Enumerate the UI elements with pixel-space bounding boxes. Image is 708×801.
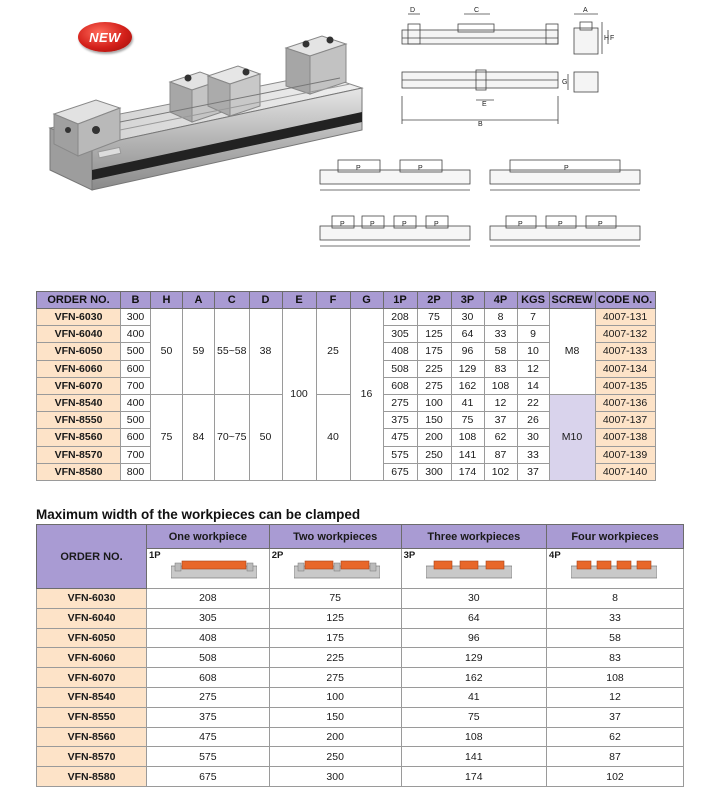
cell-two: 275 [269,668,401,688]
cell-kgs: 9 [517,326,549,343]
dim-b-label: B [478,121,483,128]
order-no: VFN-6040 [37,326,121,343]
cell-2p: 250 [417,446,451,463]
cell-one: 408 [147,628,270,648]
pic-label-4p: 4P [549,550,561,561]
cell-b: 300 [121,309,151,326]
cell-kgs: 37 [517,463,549,480]
cell-2p: 300 [417,463,451,480]
cell-one: 375 [147,707,270,727]
order-no: VFN-8540 [37,687,147,707]
order-no: VFN-8570 [37,747,147,767]
cell-4p: 33 [484,326,517,343]
cell-4p: 37 [484,412,517,429]
table-row [37,668,684,688]
cell-one: 608 [147,668,270,688]
order-no: VFN-6070 [37,377,121,394]
table-row [37,608,684,628]
pic-label-3p: 3P [403,550,416,561]
cell-3p: 64 [451,326,484,343]
col-order: ORDER NO. [37,292,121,309]
col-c: C [215,292,250,309]
cell-4p: 58 [484,343,517,360]
cell-b: 400 [121,394,151,411]
dim-a-label: A [583,7,588,14]
cell-one: 508 [147,648,270,668]
cell-3p: 108 [451,429,484,446]
pic-label-2p: 2P [271,550,284,561]
cell-kgs: 30 [517,429,549,446]
cell-two: 175 [269,628,401,648]
cell-b: 400 [121,326,151,343]
p-label-10: P [598,221,603,228]
cell-f: 25 [316,309,350,395]
cell-2p: 100 [417,394,451,411]
order-no: VFN-8580 [37,767,147,787]
clamp-table-header [37,525,684,549]
cell-a: 84 [183,394,215,480]
cell-three: 129 [401,648,546,668]
cell-g: 16 [350,309,383,481]
col-4p: 4P [484,292,517,309]
col-f: F [316,292,350,309]
cell-kgs: 14 [517,377,549,394]
cell-code: 4007-133 [595,343,655,360]
cell-3p: 30 [451,309,484,326]
table-row [37,687,684,707]
cell-a: 59 [183,309,215,395]
order-no: VFN-6030 [37,589,147,609]
cell-4p: 102 [484,463,517,480]
spec-table [36,291,656,481]
col-2p: 2P [417,292,451,309]
pic-4p [547,549,684,589]
col-order-no: ORDER NO. [37,525,147,589]
cell-4p: 8 [484,309,517,326]
cell-f: 40 [316,394,350,480]
order-no: VFN-8550 [37,412,121,429]
cell-kgs: 22 [517,394,549,411]
cell-3p: 141 [451,446,484,463]
cell-kgs: 12 [517,360,549,377]
order-no: VFN-6040 [37,608,147,628]
cell-b: 600 [121,360,151,377]
table-row [37,628,684,648]
product-header [0,0,708,282]
cell-2p: 225 [417,360,451,377]
dim-d-label: D [410,7,416,14]
cell-code: 4007-138 [595,429,655,446]
p-label-8: P [518,221,523,228]
two-workpieces-icon [294,558,380,580]
cell-d: 50 [249,394,282,480]
cell-screw: M10 [549,394,595,480]
cell-1p: 305 [383,326,417,343]
cell-three: 30 [401,589,546,609]
cell-4p: 87 [484,446,517,463]
cell-2p: 275 [417,377,451,394]
cell-two: 100 [269,687,401,707]
cell-three: 75 [401,707,546,727]
order-no: VFN-6070 [37,668,147,688]
cell-one: 475 [147,727,270,747]
clamp-width-table [36,524,684,787]
table-row [37,707,684,727]
dim-f-label: F [610,35,615,42]
cell-four: 62 [547,727,684,747]
col-1p: 1P [383,292,417,309]
cell-four: 108 [547,668,684,688]
cell-screw: M8 [549,309,595,395]
order-no: VFN-8540 [37,394,121,411]
cell-two: 225 [269,648,401,668]
table-row [37,309,656,326]
cell-code: 4007-131 [595,309,655,326]
cell-one: 275 [147,687,270,707]
cell-3p: 129 [451,360,484,377]
cell-1p: 508 [383,360,417,377]
col-3p: 3P [451,292,484,309]
one-workpiece-icon [171,558,257,580]
order-no: VFN-6060 [37,648,147,668]
p-label-2: P [418,165,423,172]
cell-1p: 375 [383,412,417,429]
cell-2p: 175 [417,343,451,360]
cell-1p: 275 [383,394,417,411]
cell-code: 4007-140 [595,463,655,480]
table-row [37,767,684,787]
cell-b: 600 [121,429,151,446]
cell-1p: 675 [383,463,417,480]
cell-4p: 83 [484,360,517,377]
cell-3p: 75 [451,412,484,429]
col-d: D [249,292,282,309]
cell-four: 8 [547,589,684,609]
cell-three: 162 [401,668,546,688]
pic-2p [269,549,401,589]
col-screw: SCREW [549,292,595,309]
cell-4p: 62 [484,429,517,446]
cell-2p: 200 [417,429,451,446]
cell-one: 675 [147,767,270,787]
cell-1p: 408 [383,343,417,360]
cell-2p: 125 [417,326,451,343]
p-label-5: P [370,221,375,228]
cell-code: 4007-136 [595,394,655,411]
col-four-workpieces: Four workpieces [547,525,684,549]
p-label-9: P [558,221,563,228]
cell-b: 800 [121,463,151,480]
order-no: VFN-6030 [37,309,121,326]
cell-two: 200 [269,727,401,747]
cell-2p: 150 [417,412,451,429]
cell-b: 500 [121,343,151,360]
dim-h-label: H [604,35,610,42]
cell-one: 575 [147,747,270,767]
order-no: VFN-8560 [37,429,121,446]
cell-two: 125 [269,608,401,628]
cell-3p: 162 [451,377,484,394]
new-badge: NEW [78,22,132,52]
order-no: VFN-6050 [37,628,147,648]
cell-3p: 41 [451,394,484,411]
cell-four: 33 [547,608,684,628]
cell-code: 4007-139 [595,446,655,463]
cell-d: 38 [249,309,282,395]
order-no: VFN-8560 [37,727,147,747]
table-row [37,648,684,668]
cell-kgs: 7 [517,309,549,326]
cell-three: 41 [401,687,546,707]
table-row [37,727,684,747]
cell-code: 4007-137 [595,412,655,429]
col-h: H [151,292,183,309]
cell-e: 100 [282,309,316,481]
cell-1p: 475 [383,429,417,446]
cell-code: 4007-134 [595,360,655,377]
p-label-4: P [340,221,345,228]
cell-three: 174 [401,767,546,787]
technical-drawings [310,0,708,260]
order-no: VFN-8570 [37,446,121,463]
spec-table-header [37,292,656,309]
col-e: E [282,292,316,309]
p-label-3: P [564,165,569,172]
cell-four: 12 [547,687,684,707]
cell-code: 4007-132 [595,326,655,343]
col-g: G [350,292,383,309]
p-label-1: P [356,165,361,172]
section-title: Maximum width of the workpieces can be clamped [36,507,361,522]
cell-four: 83 [547,648,684,668]
three-workpieces-icon [426,558,512,580]
dim-e-label: E [482,101,487,108]
cell-kgs: 26 [517,412,549,429]
table-row [37,747,684,767]
cell-c: 70~75 [215,394,250,480]
cell-b: 500 [121,412,151,429]
cell-2p: 75 [417,309,451,326]
order-no: VFN-6060 [37,360,121,377]
four-workpieces-icon [571,558,657,580]
cell-4p: 12 [484,394,517,411]
dim-c-label: C [474,7,480,14]
cell-three: 96 [401,628,546,648]
cell-four: 58 [547,628,684,648]
cell-one: 208 [147,589,270,609]
col-three-workpieces: Three workpieces [401,525,546,549]
cell-kgs: 33 [517,446,549,463]
table-row [37,589,684,609]
cell-1p: 608 [383,377,417,394]
pic-3p [401,549,546,589]
cell-3p: 96 [451,343,484,360]
col-b: B [121,292,151,309]
cell-1p: 575 [383,446,417,463]
p-label-7: P [434,221,439,228]
cell-4p: 108 [484,377,517,394]
order-no: VFN-6050 [37,343,121,360]
col-a: A [183,292,215,309]
order-no: VFN-8580 [37,463,121,480]
cell-three: 141 [401,747,546,767]
cell-3p: 174 [451,463,484,480]
col-code: CODE NO. [595,292,655,309]
p-label-6: P [402,221,407,228]
order-no: VFN-8550 [37,707,147,727]
pic-1p [147,549,270,589]
cell-kgs: 10 [517,343,549,360]
cell-one: 305 [147,608,270,628]
col-one-workpiece: One workpiece [147,525,270,549]
cell-four: 102 [547,767,684,787]
cell-two: 250 [269,747,401,767]
cell-three: 64 [401,608,546,628]
dim-g-label: G [562,79,568,86]
cell-two: 300 [269,767,401,787]
table-row [37,394,656,411]
cell-four: 87 [547,747,684,767]
cell-four: 37 [547,707,684,727]
col-two-workpieces: Two workpieces [269,525,401,549]
pic-label-1p: 1P [149,550,161,561]
cell-code: 4007-135 [595,377,655,394]
cell-three: 108 [401,727,546,747]
cell-b: 700 [121,377,151,394]
cell-1p: 208 [383,309,417,326]
cell-b: 700 [121,446,151,463]
cell-h: 50 [151,309,183,395]
cell-h: 75 [151,394,183,480]
cell-c: 55~58 [215,309,250,395]
cell-two: 150 [269,707,401,727]
cell-two: 75 [269,589,401,609]
col-kgs: KGS [517,292,549,309]
